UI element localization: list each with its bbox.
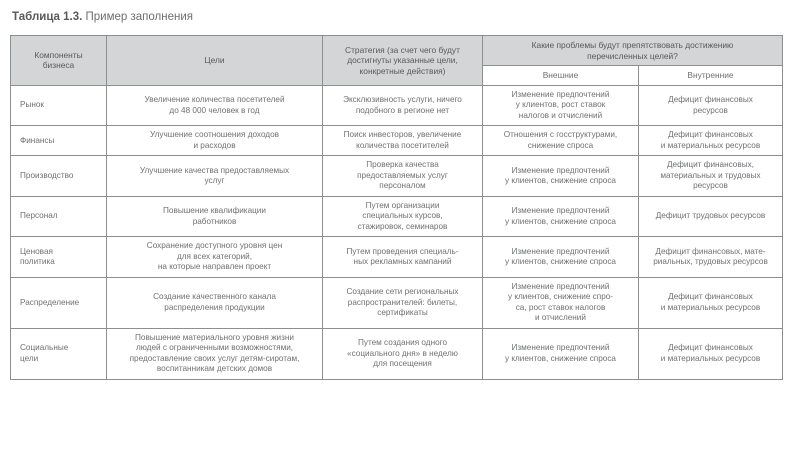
- cell-goals: Улучшение качества предоставляемых услуг: [107, 156, 323, 197]
- cell-external: Изменение предпочтений у клиентов, снижение спроса: [483, 237, 639, 278]
- table-row: [11, 237, 783, 278]
- caption-number: Таблица 1.3.: [12, 11, 83, 23]
- cell-goals: Создание качественного канала распределения продукции: [107, 277, 323, 328]
- cell-component: Производство: [11, 156, 107, 197]
- cell-component: Распределение: [11, 277, 107, 328]
- cell-strategy: Эксклюзивность услуги, ничего подобного в регионе нет: [323, 85, 483, 126]
- cell-strategy: Путем проведения специаль- ных рекламных кампаний: [323, 237, 483, 278]
- cell-external: Изменение предпочтений у клиентов, снижение спроса: [483, 328, 639, 379]
- table-row: [11, 156, 783, 197]
- header-goals: Цели: [107, 36, 323, 86]
- business-components-table: [10, 35, 783, 380]
- cell-strategy: Путем создания одного «социального дня» в неделю для посещения: [323, 328, 483, 379]
- cell-component: Социальные цели: [11, 328, 107, 379]
- cell-component: Персонал: [11, 196, 107, 237]
- cell-internal: Дефицит финансовых и материальных ресурсов: [639, 126, 783, 156]
- cell-internal: Дефицит финансовых, мате- риальных, трудовых ресурсов: [639, 237, 783, 278]
- cell-strategy: Путем организации специальных курсов, стажировок, семинаров: [323, 196, 483, 237]
- cell-goals: Повышение квалификации работников: [107, 196, 323, 237]
- cell-internal: Дефицит финансовых, материальных и трудовых ресурсов: [639, 156, 783, 197]
- header-problems-internal: Внутренние: [639, 66, 783, 86]
- header-problems-group: Какие проблемы будут препятствовать достижению перечисленных целей?: [483, 36, 783, 66]
- cell-goals: Увеличение количества посетителей до 48 000 человек в год: [107, 85, 323, 126]
- cell-external: Изменение предпочтений у клиентов, снижение спроса: [483, 196, 639, 237]
- table-caption: [12, 10, 782, 24]
- cell-strategy: Проверка качества предоставляемых услуг персоналом: [323, 156, 483, 197]
- table-header: [11, 36, 783, 86]
- table-header-row-1: [11, 36, 783, 66]
- cell-internal: Дефицит трудовых ресурсов: [639, 196, 783, 237]
- table-body: [11, 85, 783, 379]
- cell-component: Рынок: [11, 85, 107, 126]
- cell-strategy: Создание сети региональных распространителей: билеты, сертификаты: [323, 277, 483, 328]
- table-row: [11, 85, 783, 126]
- caption-text: Пример заполнения: [82, 11, 193, 23]
- table-row: [11, 328, 783, 379]
- table-row: [11, 126, 783, 156]
- cell-strategy: Поиск инвесторов, увеличение количества посетителей: [323, 126, 483, 156]
- cell-external: Изменение предпочтений у клиентов, снижение спроса: [483, 156, 639, 197]
- cell-external: Отношения с госструктурами, снижение спроса: [483, 126, 639, 156]
- cell-internal: Дефицит финансовых ресурсов: [639, 85, 783, 126]
- header-components: Компоненты бизнеса: [11, 36, 107, 86]
- cell-goals: Сохранение доступного уровня цен для всех категорий, на которые направлен проект: [107, 237, 323, 278]
- cell-internal: Дефицит финансовых и материальных ресурсов: [639, 277, 783, 328]
- cell-goals: Улучшение соотношения доходов и расходов: [107, 126, 323, 156]
- cell-goals: Повышение материального уровня жизни людей с ограниченными возможностями, предоставление своих услуг детям-сиротам, воспитанникам детских домов: [107, 328, 323, 379]
- cell-external: Изменение предпочтений у клиентов, снижение спро- са, рост ставок налогов и отчислений: [483, 277, 639, 328]
- cell-internal: Дефицит финансовых и материальных ресурсов: [639, 328, 783, 379]
- header-problems-external: Внешние: [483, 66, 639, 86]
- cell-component: Ценовая политика: [11, 237, 107, 278]
- cell-external: Изменение предпочтений у клиентов, рост ставок налогов и отчислений: [483, 85, 639, 126]
- table-row: [11, 277, 783, 328]
- header-strategy: Стратегия (за счет чего будут достигнуты указанные цели, конкретные действия): [323, 36, 483, 86]
- table-row: [11, 196, 783, 237]
- cell-component: Финансы: [11, 126, 107, 156]
